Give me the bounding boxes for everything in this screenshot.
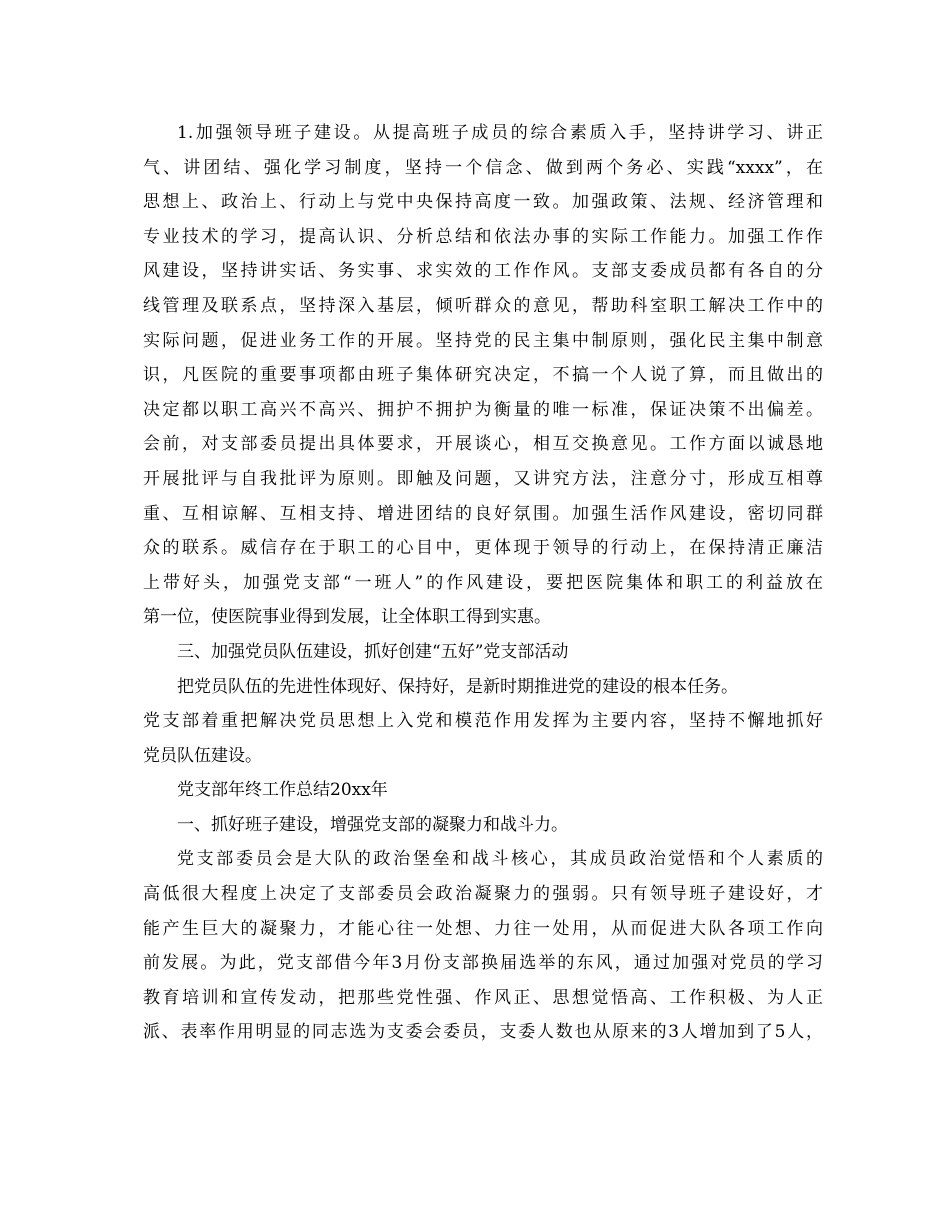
text-line: 实际问题，促进业务工作的开展。坚持党的民主集中制原则，强化民主集中制意 <box>143 330 823 351</box>
text-line: 风建设，坚持讲实话、务实事、求实效的工作作风。支部支委成员都有各自的分 <box>143 261 823 282</box>
text-line: 第一位，使医院事业得到发展，让全体职工得到实惠。 <box>143 607 551 628</box>
document-body <box>143 116 823 1050</box>
text-line: 前发展。为此，党支部借今年3月份支部换届选举的东风，通过加强对党员的学习 <box>143 953 823 974</box>
text-line: 决定都以职工高兴不高兴、拥护不拥护为衡量的唯一标准，保证决策不出偏差。 <box>143 399 823 420</box>
text-line: 把党员队伍的先进性体现好、保持好，是新时期推进党的建设的根本任务。 <box>177 676 738 697</box>
text-line: 会前，对支部委员提出具体要求，开展谈心，相互交换意见。工作方面以诚恳地 <box>143 434 823 455</box>
text-line: 专业技术的学习，提高认识、分析总结和依法办事的实际工作能力。加强工作作 <box>143 226 823 247</box>
text-line: 党员队伍建设。 <box>143 745 262 766</box>
text-line: 重、互相谅解、互相支持、增进团结的良好氛围。加强生活作风建设，密切同群 <box>143 503 823 524</box>
text-line: 识，凡医院的重要事项都由班子集体研究决定，不搞一个人说了算，而且做出的 <box>143 365 823 386</box>
text-line: 气、讲团结、强化学习制度，坚持一个信念、做到两个务必、实践“xxxx”，在 <box>143 157 823 178</box>
text-line: 高低很大程度上决定了支部委员会政治凝聚力的强弱。只有领导班子建设好，才 <box>143 884 823 905</box>
text-line: 教育培训和宣传发动，把那些党性强、作风正、思想觉悟高、工作积极、为人正 <box>143 987 823 1008</box>
text-line: 线管理及联系点，坚持深入基层，倾听群众的意见，帮助科室职工解决工作中的 <box>143 295 823 316</box>
text-line: 1.加强领导班子建设。从提高班子成员的综合素质入手，坚持讲学习、讲正 <box>177 123 823 143</box>
text-line: 开展批评与自我批评为原则。即触及问题，又讲究方法，注意分寸，形成互相尊 <box>143 468 823 489</box>
text-line: 三、加强党员队伍建设，抓好创建“五好”党支部活动 <box>177 641 569 662</box>
text-line: 派、表率作用明显的同志选为支委会委员，支委人数也从原来的3人增加到了5人， <box>143 1022 823 1043</box>
text-line: 党支部年终工作总结20xx年 <box>177 780 388 801</box>
text-line: 一、抓好班子建设，增强党支部的凝聚力和战斗力。 <box>177 814 568 835</box>
text-line: 众的联系。威信存在于职工的心目中，更体现于领导的行动上，在保持清正廉洁 <box>143 538 823 559</box>
text-line: 上带好头，加强党支部“一班人”的作风建设，要把医院集体和职工的利益放在 <box>143 572 823 593</box>
text-line: 能产生巨大的凝聚力，才能心往一处想、力往一处用，从而促进大队各项工作向 <box>143 918 823 939</box>
text-line: 思想上、政治上、行动上与党中央保持高度一致。加强政策、法规、经济管理和 <box>143 192 823 213</box>
text-line: 党支部委员会是大队的政治堡垒和战斗核心，其成员政治觉悟和个人素质的 <box>177 849 823 870</box>
text-line: 党支部着重把解决党员思想上入党和模范作用发挥为主要内容，坚持不懈地抓好 <box>143 711 823 732</box>
